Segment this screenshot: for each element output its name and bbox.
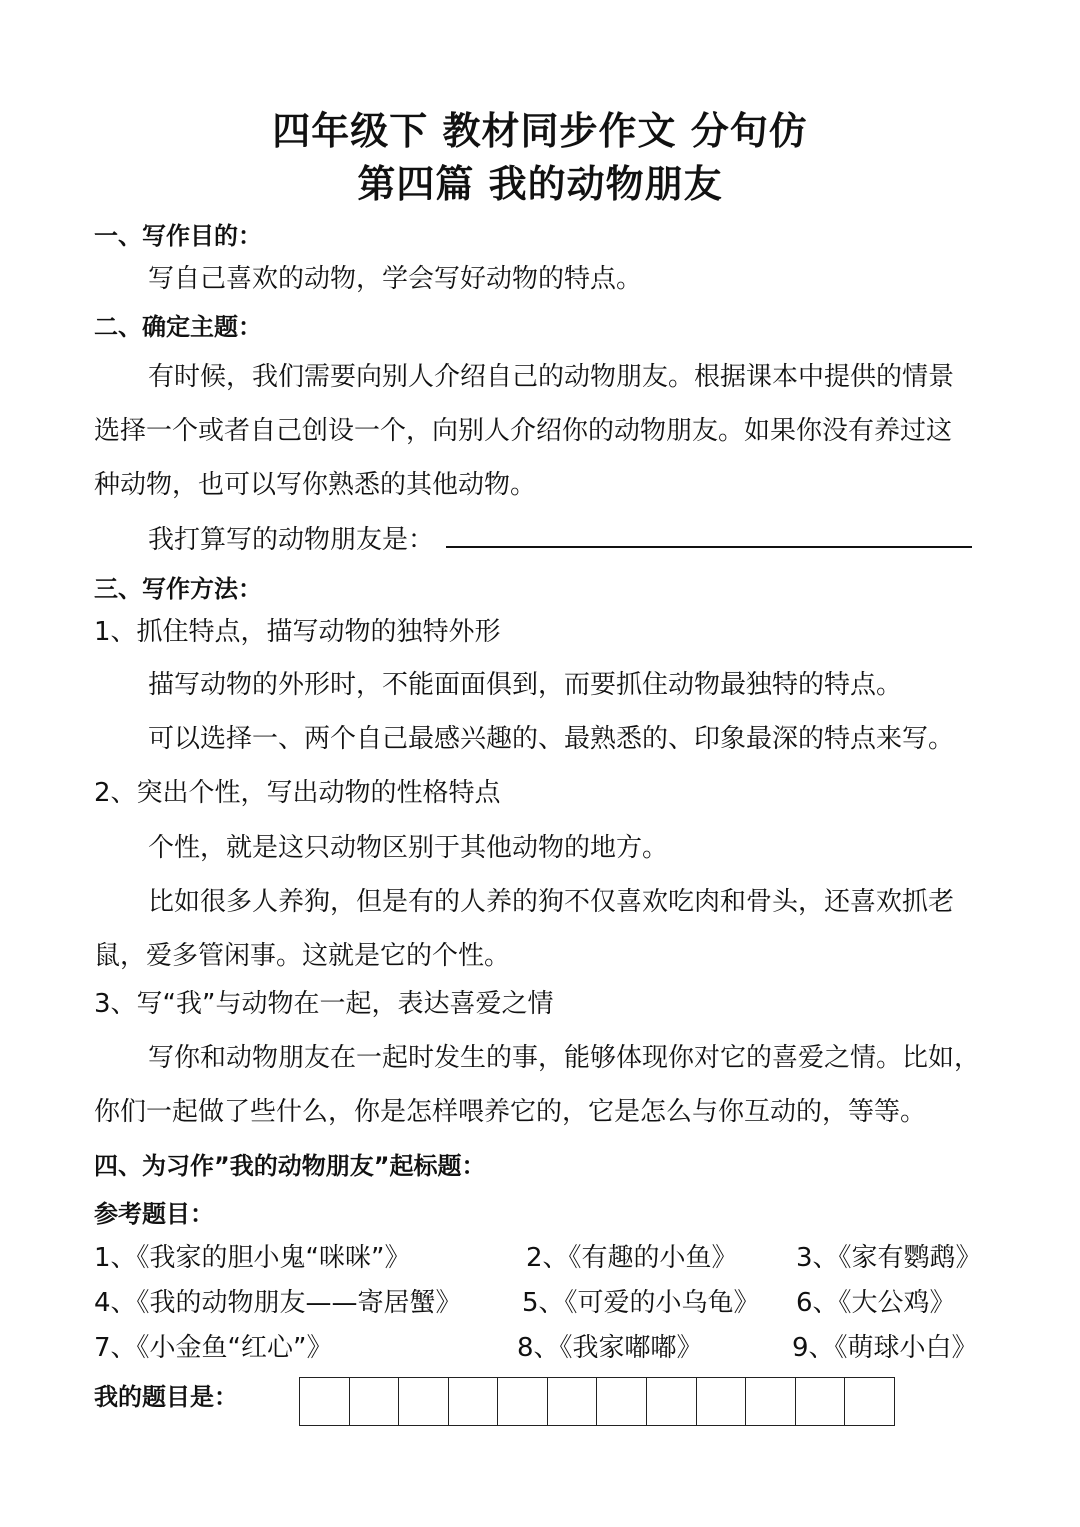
- reference-title: 8、《我家嘟嘟》: [517, 1333, 703, 1363]
- writing-cell[interactable]: [845, 1378, 894, 1425]
- writing-cell[interactable]: [300, 1378, 350, 1425]
- method-title: 2、突出个性，写出动物的性格特点: [94, 778, 501, 808]
- method-text-line: 可以选择一、两个自己最感兴趣的、最熟悉的、印象最深的特点来写。: [148, 724, 955, 754]
- method-text-line: 描写动物的外形时，不能面面俱到，而要抓住动物最独特的特点。: [148, 670, 903, 700]
- method-text-line: 写你和动物朋友在一起时发生的事，能够体现你对它的喜爱之情。比如，: [148, 1043, 981, 1073]
- method-text-line: 个性，就是这只动物区别于其他动物的地方。: [148, 833, 669, 863]
- reference-titles-heading: 参考题目：: [94, 1200, 214, 1228]
- writing-cell[interactable]: [746, 1378, 796, 1425]
- reference-title: 2、《有趣的小鱼》: [526, 1243, 738, 1273]
- section-heading-methods: 三、写作方法：: [94, 575, 262, 603]
- reference-title: 1、《我家的胆小鬼“咪咪”》: [94, 1243, 411, 1273]
- animal-friend-prompt: 我打算写的动物朋友是：: [148, 525, 435, 555]
- reference-title: 7、《小金鱼“红心”》: [94, 1333, 333, 1363]
- method-text-line: 比如很多人养狗，但是有的人养的狗不仅喜欢吃肉和骨头，还喜欢抓老: [148, 887, 955, 917]
- writing-cell[interactable]: [597, 1378, 647, 1425]
- animal-friend-fill-line[interactable]: [446, 546, 972, 548]
- writing-cell[interactable]: [697, 1378, 747, 1425]
- page-title: 四年级下 教材同步作文 分句仿: [272, 109, 808, 153]
- title-writing-grid[interactable]: [299, 1377, 895, 1426]
- writing-cell[interactable]: [548, 1378, 598, 1425]
- writing-cell[interactable]: [350, 1378, 400, 1425]
- theme-paragraph-line: 选择一个或者自己创设一个，向别人介绍你的动物朋友。如果你没有养过这: [94, 416, 953, 446]
- theme-paragraph-line: 有时候，我们需要向别人介绍自己的动物朋友。根据课本中提供的情景: [148, 362, 955, 392]
- reference-title: 4、《我的动物朋友——寄居蟹》: [94, 1288, 462, 1318]
- reference-title: 9、《萌球小白》: [792, 1333, 978, 1363]
- writing-cell[interactable]: [498, 1378, 548, 1425]
- section-heading-purpose: 一、写作目的：: [94, 222, 262, 250]
- writing-cell[interactable]: [796, 1378, 846, 1425]
- method-title: 1、抓住特点，描写动物的独特外形: [94, 617, 501, 647]
- page-subtitle: 第四篇 我的动物朋友: [357, 162, 723, 206]
- writing-cell[interactable]: [647, 1378, 697, 1425]
- purpose-text: 写自己喜欢的动物，学会写好动物的特点。: [148, 264, 643, 294]
- theme-paragraph-line: 种动物，也可以写你熟悉的其他动物。: [94, 470, 537, 500]
- method-text-line: 你们一起做了些什么，你是怎样喂养它的，它是怎么与你互动的，等等。: [94, 1097, 927, 1127]
- method-text-line: 鼠，爱多管闲事。这就是它的个性。: [94, 941, 511, 971]
- reference-title: 5、《可爱的小乌龟》: [522, 1288, 760, 1318]
- reference-title: 3、《家有鹦鹉》: [796, 1243, 982, 1273]
- writing-cell[interactable]: [449, 1378, 499, 1425]
- reference-title: 6、《大公鸡》: [796, 1288, 956, 1318]
- method-title: 3、写“我”与动物在一起，表达喜爱之情: [94, 989, 554, 1019]
- writing-cell[interactable]: [399, 1378, 449, 1425]
- section-heading-theme: 二、确定主题：: [94, 313, 262, 341]
- section-heading-title: 四、为习作”我的动物朋友”起标题：: [94, 1152, 486, 1180]
- my-title-label: 我的题目是：: [94, 1383, 238, 1411]
